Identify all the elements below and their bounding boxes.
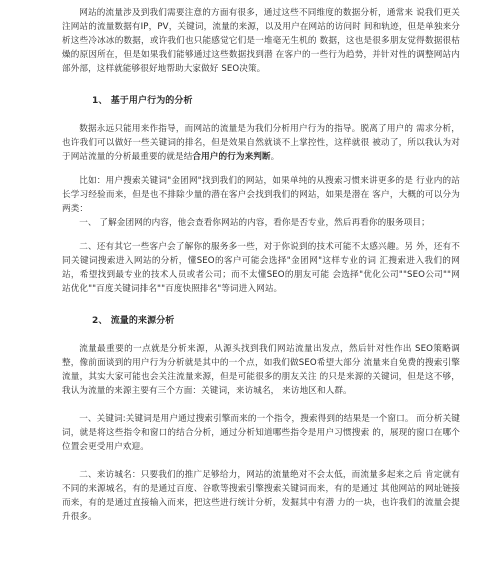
section2-heading: 2、 流量的来源分析 bbox=[92, 316, 175, 326]
section2-paragraph2: 一、关键词:关键词是用户通过搜索引擎而来的一个指令，搜索得到的结果是一个窗口。 而分析关键词，就是将这些指令和窗口的结合分析，通过分析知道哪些指令是用户习惯搜索 的，展现的窗口在哪个位置会更受用户欢迎。 bbox=[62, 414, 460, 452]
section1-paragraph1 bbox=[62, 122, 460, 164]
section1-paragraph3: 一、 了解金团网的内容，他会查看你网站的内容，看你是否专业，然后再看你的服务项目； bbox=[79, 218, 430, 228]
section2-paragraph1: 流量最重要的一点就是分析来源，从源头找到我们网站流量出发点，然后针对性作出 SEO策略调整，像前面谈到的用户行为分析就是其中的一个点，如我们做SEO希望大部分 流量来自免费的搜索引擎流量，其实大家可能也会关注流量来源，但是可能很多的朋友关注 的只是来源的关键词，但是这不够，我认为流量的来源主要有三个方面：关键词，来访城名， 来访地区和人群。 bbox=[62, 344, 460, 396]
section1-paragraph2: 比如：用户搜索关键词"金团网"找到我们的网站，如果单纯的从搜索习惯来讲更多的是 行业内的站长学习经验而来，但是也不排除少量的潜在客户会找到我们的网站，如果是潜在 客户，大概的可以分为两类： bbox=[62, 176, 460, 214]
section1-heading: 1、 基于用户行为的分析 bbox=[92, 96, 193, 106]
section1-p1-end: 。 bbox=[270, 152, 280, 162]
section1-paragraph4: 二、还有其它一些客户会了解你的服务多一些，对于你说到的技术可能不太感兴趣。另 外，还有不同关键词搜索进入网站的分析，懂SEO的客户可能会选择"金团网"这样专业的词 汇搜索进入我们的网站，希望找到最专业的技术人员或者公司；而不太懂SEO的朋友可能 会选择"优化公司""SEO公司""网站优化""百度关键词排名""百度快照排名"等词进入网站。 bbox=[62, 242, 460, 294]
intro-paragraph: 网站的流量涉及到我们需要注意的方面有很多，通过这些不同维度的数据分析，通常来 说我们更关注网站的流量数据有IP，PV，关键词，流量的来源，以及用户在网站的访问时 间和轨迹，但是单独来分析这些冷冰冰的数据，或许我们也只能感觉它们是一堆毫无生机的 数据，这也是很多朋友觉得数据很枯燥的原因所在，但是如果我们能够通过这些数据找到潜 在客户的一些行为趋势，并针对性的调整网站内部外部，这样就能够很好地帮助大家做好 SEO决策。 bbox=[62, 8, 460, 74]
section1-p1-text: 数据永远只能用来作指导，而网站的流量是为我们分析用户行为的指导。脱离了用户的 需求分析，也许我们可以做好一些关键词的排名，但是效果自然就谈不上掌控性，这样就很 被动了，所以我认为对于网站流量的分析最重要的就是结 bbox=[62, 124, 460, 162]
section1-p1-bold: 合用户的行为来判断 bbox=[192, 152, 271, 162]
section2-paragraph3: 二、来访城名：只要我们的推广足够给力，网站的流量绝对不会太低，而流量多起来之后 肯定就有不同的来源城名，有的是通过百度、谷歌等搜索引擎搜索关键词而来，有的是通过 其他网站的网址链接而来，有的是通过直接输入而来，把这些进行统计分析，发掘其中有潜 力的一块，也许我们的流量会提升很多。 bbox=[62, 470, 460, 522]
